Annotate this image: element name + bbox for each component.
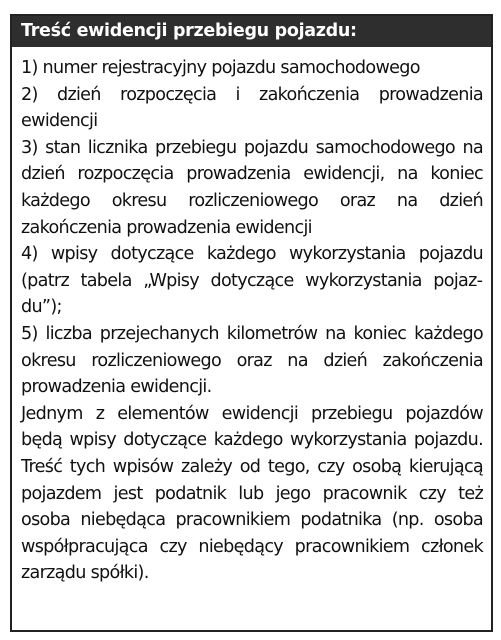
list-item-2: 2) dzień rozpoczęcia i zakończenia prowadzenia ewidencji	[21, 84, 483, 132]
list-item-4: 4) wpisy dotyczące każdego wykorzystania pojazdu (patrz tabela „Wpisy dotyczące wykorzystania pojazdu”);	[21, 244, 483, 318]
list-item-5: 5) liczba przejechanych kilometrów na koniec każdego okresu rozliczeniowego oraz na dzień zakończenia prowadzenia ewidencji.	[21, 323, 483, 398]
box-title: Treść ewidencji przebiegu pojazdu:	[12, 16, 491, 47]
list-item-1: 1) numer rejestracyjny pojazdu samochodowego	[21, 58, 420, 78]
info-box	[10, 14, 493, 632]
list-item-3: 3) stan licznika przebiegu pojazdu samochodowego na dzień rozpoczęcia prowadzenia ewidencji, na koniec każdego okresu rozliczeniowego oraz na dzień zakończenia prowadzenia ewidencji	[21, 137, 483, 238]
box-content	[12, 47, 491, 587]
summary-paragraph: Jednym z elementów ewidencji przebiegu pojazdów będą wpisy dotyczące każdego wykorzystania pojazdu. Treść tych wpisów zależy od tego, czy osobą kierującą pojazdem jest podatnik lub jego pracownik czy też osoba niebędąca pracownikiem podatnika (np. osoba współpracująca czy niebędący pracownikiem członek zarządu spółki).	[21, 403, 483, 584]
